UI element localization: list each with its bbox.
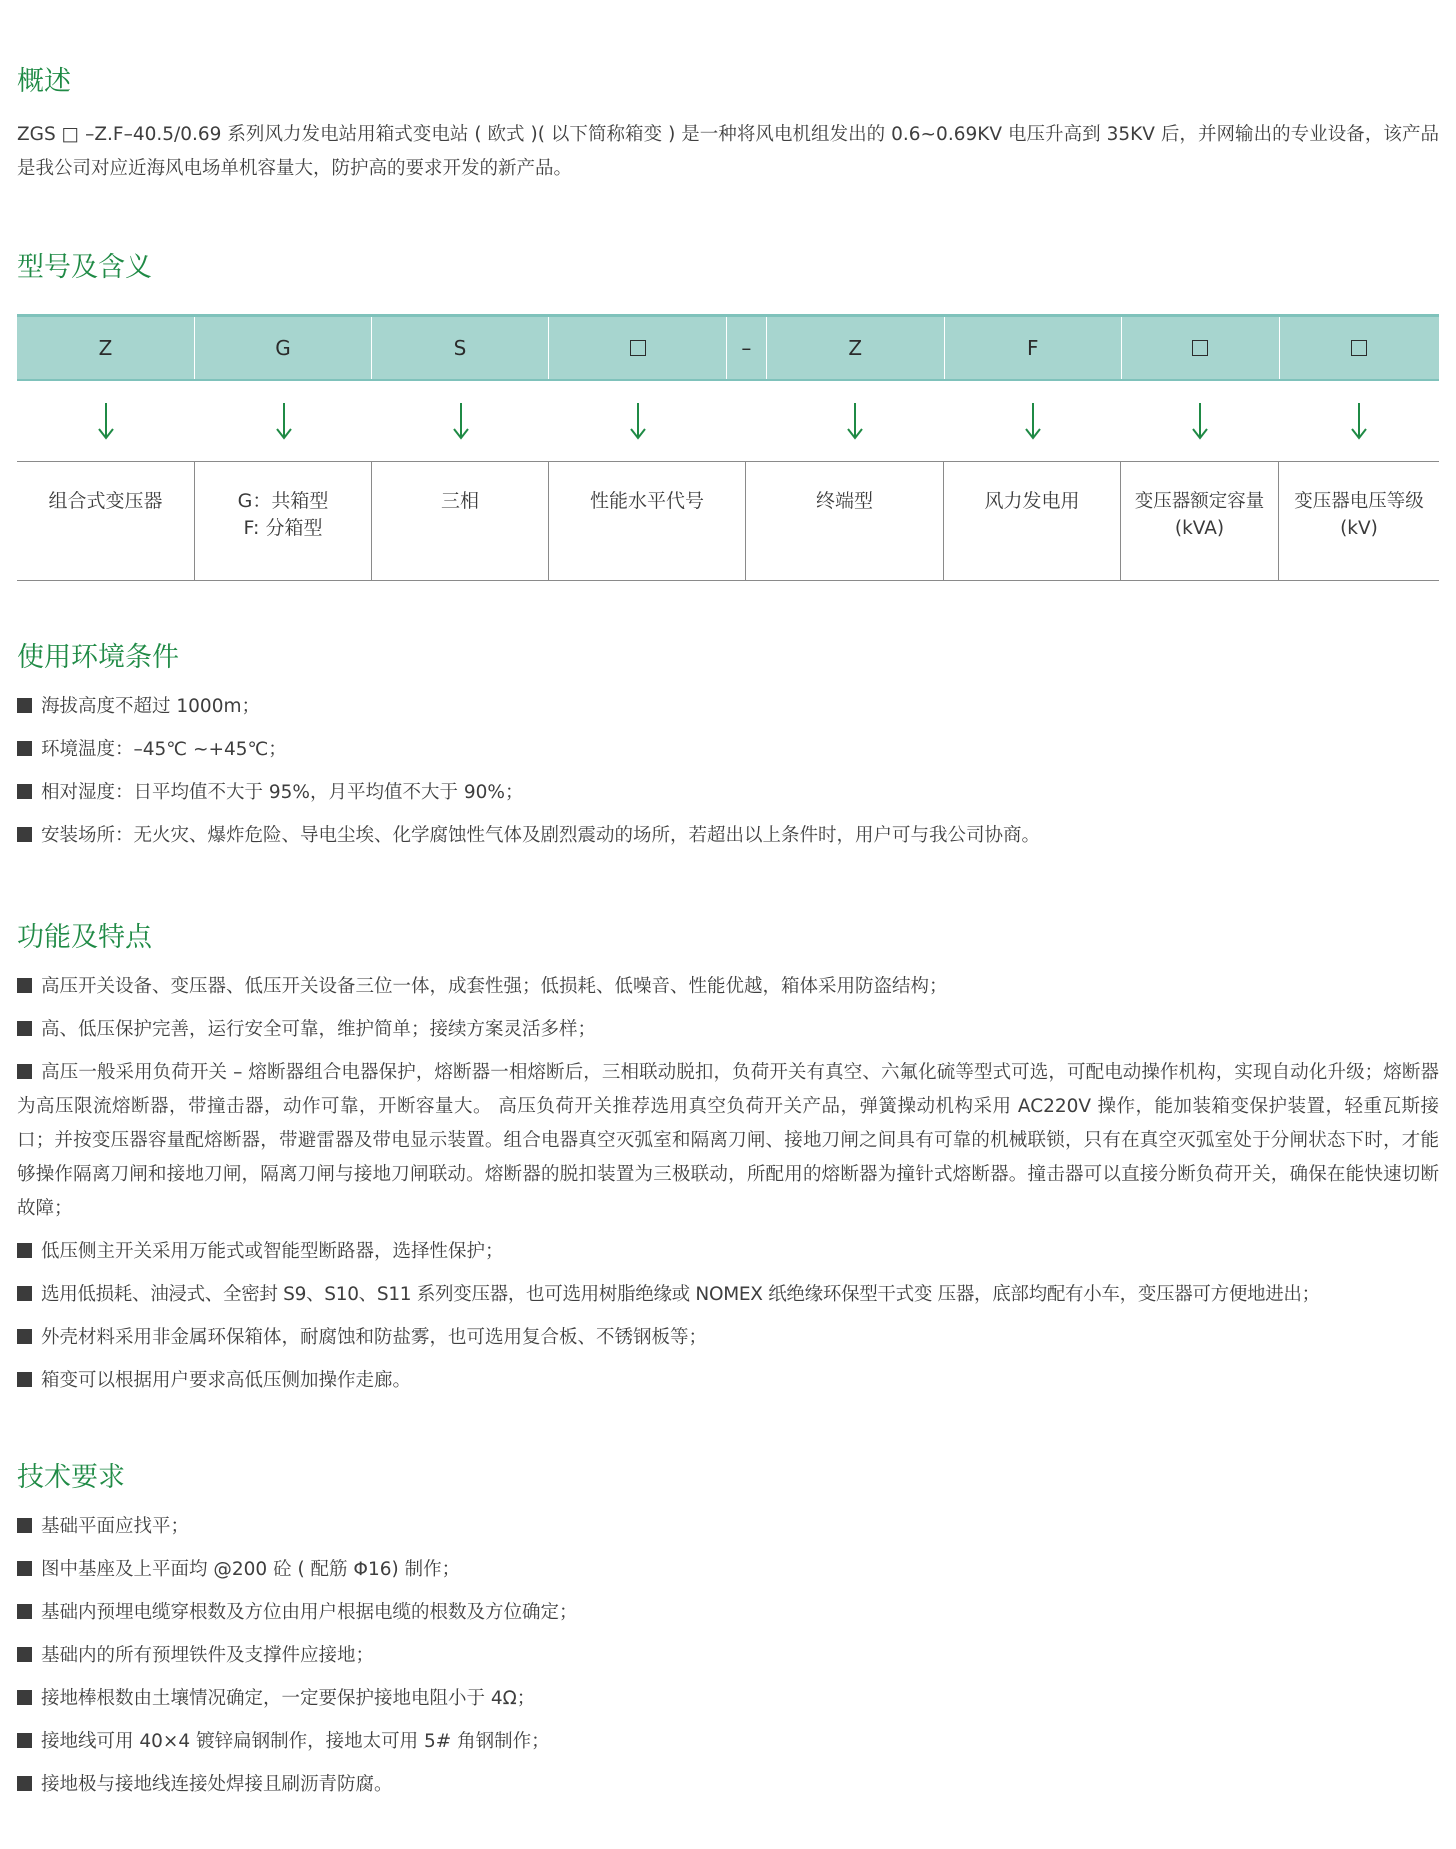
list-item: 高、低压保护完善，运行安全可靠，维护简单；接续方案灵活多样； xyxy=(17,1013,1439,1047)
square-bullet-icon xyxy=(17,1064,32,1079)
list-item: 海拔高度不超过 1000m； xyxy=(17,690,1439,724)
model-code-dash: – xyxy=(727,317,767,379)
square-bullet-icon xyxy=(17,741,32,756)
features-section xyxy=(17,918,1439,1407)
square-bullet-icon xyxy=(17,1286,32,1301)
overview-section xyxy=(17,62,1439,186)
square-bullet-icon xyxy=(17,1518,32,1533)
list-item: 相对湿度：日平均值不大于 95%，月平均值不大于 90%； xyxy=(17,776,1439,810)
model-code-voltage xyxy=(1280,317,1439,379)
list-item: 低压侧主开关采用万能式或智能型断路器，选择性保护； xyxy=(17,1235,1439,1269)
empty-box-icon xyxy=(630,340,646,356)
square-bullet-icon xyxy=(17,1647,32,1662)
model-code-s: S xyxy=(372,317,549,379)
model-desc-cell: G：共箱型 F: 分箱型 xyxy=(195,462,372,580)
list-item: 图中基座及上平面均 @200 砼 ( 配筋 Φ16) 制作； xyxy=(17,1553,1439,1587)
square-bullet-icon xyxy=(17,1372,32,1387)
list-item: 基础内的所有预埋铁件及支撑件应接地； xyxy=(17,1639,1439,1673)
environment-section xyxy=(17,638,1439,862)
model-code-row xyxy=(17,314,1439,381)
model-code-capacity xyxy=(1122,317,1280,379)
square-bullet-icon xyxy=(17,1690,32,1705)
square-bullet-icon xyxy=(17,1021,32,1036)
list-item: 基础平面应找平； xyxy=(17,1510,1439,1544)
features-list xyxy=(17,970,1439,1398)
features-heading: 功能及特点 xyxy=(17,922,152,953)
model-desc-cell: 变压器电压等级 (kV) xyxy=(1294,491,1424,539)
square-bullet-icon xyxy=(17,978,32,993)
environment-list xyxy=(17,690,1439,853)
square-bullet-icon xyxy=(17,784,32,799)
list-item: 箱变可以根据用户要求高低压侧加操作走廊。 xyxy=(17,1364,1439,1398)
square-bullet-icon xyxy=(17,1776,32,1791)
model-desc-cell: 变压器额定容量 (kVA) xyxy=(1121,462,1279,580)
down-arrow-icon xyxy=(17,381,195,461)
down-arrow-icon xyxy=(944,381,1121,461)
overview-text: ZGS □ –Z.F–40.5/0.69 系列风力发电站用箱式变电站 ( 欧式 )( 以下简称箱变 ) 是一种将风电机组发出的 0.6~0.69KV 电压升高到 35KV 后，并网输出的专业设备，该产品是我公司对应近海风电场单机容量大，防护高的要求开发的新产品。 xyxy=(17,124,1439,179)
square-bullet-icon xyxy=(17,1243,32,1258)
model-table xyxy=(17,314,1439,581)
down-arrow-icon xyxy=(372,381,549,461)
model-code-z: Z xyxy=(17,317,195,379)
square-bullet-icon xyxy=(17,1329,32,1344)
tech-list xyxy=(17,1510,1439,1802)
down-arrow-icon xyxy=(766,381,944,461)
model-code-z2: Z xyxy=(767,317,945,379)
list-item: 高压一般采用负荷开关 – 熔断器组合电器保护，熔断器一相熔断后，三相联动脱扣，负荷开关有真空、六氟化硫等型式可选，可配电动操作机构，实现自动化升级；熔断器为高压限流熔断器，带撞击器，动作可靠，开断容量大。 高压负荷开关推荐选用真空负荷开关产品，弹簧操动机构采用 AC220V 操作，能加装箱变保护装置，轻重瓦斯接口；并按变压器容量配熔断器，带避雷器及带电显示装置。组合电器真空灭弧室和隔离刀闸、接地刀闸之间具有可靠的机械联锁，只有在真空灭弧室处于分闸状态下时，才能够操作隔离刀闸和接地刀闸，隔离刀闸与接地刀闸联动。熔断器的脱扣装置为三极联动，所配用的熔断器为撞针式熔断器。撞击器可以直接分断负荷开关，确保在能快速切断故障； xyxy=(17,1062,1439,1219)
overview-heading: 概述 xyxy=(17,66,71,97)
model-code-f: F xyxy=(945,317,1122,379)
list-item: 接地极与接地线连接处焊接且刷沥青防腐。 xyxy=(17,1768,1439,1802)
list-item: 安装场所：无火灾、爆炸危险、导电尘埃、化学腐蚀性气体及剧烈震动的场所，若超出以上条件时，用户可与我公司协商。 xyxy=(17,819,1439,853)
list-item: 接地棒根数由土壤情况确定，一定要保护接地电阻小于 4Ω； xyxy=(17,1682,1439,1716)
square-bullet-icon xyxy=(17,827,32,842)
down-arrow-icon xyxy=(1121,381,1279,461)
model-code-performance xyxy=(549,317,727,379)
square-bullet-icon xyxy=(17,1561,32,1576)
list-item: 高压开关设备、变压器、低压开关设备三位一体，成套性强；低损耗、低噪音、性能优越，箱体采用防盗结构； xyxy=(17,970,1439,1004)
model-arrow-row xyxy=(17,381,1439,461)
model-desc-cell: 组合式变压器 xyxy=(17,462,195,580)
list-item: 基础内预埋电缆穿根数及方位由用户根据电缆的根数及方位确定； xyxy=(17,1596,1439,1630)
square-bullet-icon xyxy=(17,698,32,713)
list-item: 接地线可用 40×4 镀锌扁钢制作，接地太可用 5# 角钢制作； xyxy=(17,1725,1439,1759)
model-section xyxy=(17,248,1439,288)
list-item: 环境温度：–45℃ ~+45℃； xyxy=(17,733,1439,767)
empty-box-icon xyxy=(1192,340,1208,356)
tech-heading: 技术要求 xyxy=(17,1462,125,1493)
tech-section xyxy=(17,1458,1439,1811)
empty-box-icon xyxy=(1351,340,1367,356)
model-desc-cell: 三相 xyxy=(372,462,549,580)
model-desc-cell: 风力发电用 xyxy=(944,462,1121,580)
model-code-g: G xyxy=(195,317,372,379)
model-desc-cell: 性能水平代号 xyxy=(549,462,746,580)
down-arrow-icon xyxy=(1279,381,1439,461)
model-desc-cell: 终端型 xyxy=(746,462,944,580)
model-desc-row xyxy=(17,461,1439,581)
model-heading: 型号及含义 xyxy=(17,252,152,283)
square-bullet-icon xyxy=(17,1733,32,1748)
list-item: 选用低损耗、油浸式、全密封 S9、S10、S11 系列变压器，也可选用树脂绝缘或 NOMEX 纸绝缘环保型干式变 压器，底部均配有小车，变压器可方便地进出； xyxy=(17,1278,1439,1312)
down-arrow-icon xyxy=(549,381,727,461)
list-item: 外壳材料采用非金属环保箱体，耐腐蚀和防盐雾，也可选用复合板、不锈钢板等； xyxy=(17,1321,1439,1355)
environment-heading: 使用环境条件 xyxy=(17,642,179,673)
down-arrow-icon xyxy=(195,381,372,461)
square-bullet-icon xyxy=(17,1604,32,1619)
